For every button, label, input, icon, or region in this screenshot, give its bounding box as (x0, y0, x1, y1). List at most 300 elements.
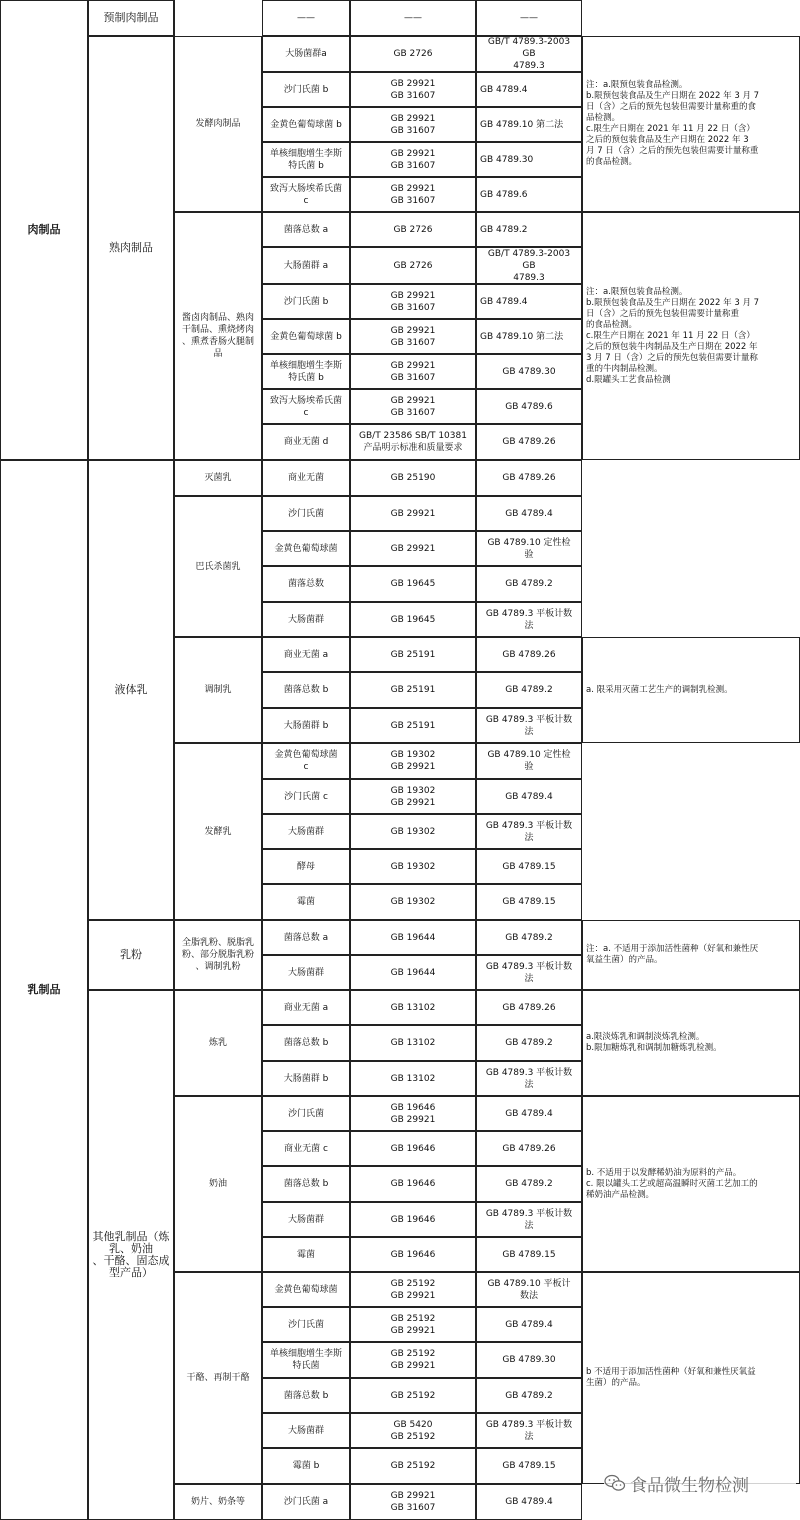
table-rule (350, 1061, 476, 1062)
table-rule (174, 1484, 262, 1485)
table-rule (476, 1131, 582, 1132)
table-rule (476, 36, 582, 37)
table-rule (476, 72, 582, 73)
cell-m-item2: 菌落总数 b (283, 685, 329, 695)
table-rule (174, 637, 262, 638)
table-rule (262, 1448, 263, 1484)
table-rule (476, 637, 477, 672)
table-rule (262, 1096, 263, 1131)
table-rule (262, 319, 263, 354)
table-rule (262, 36, 263, 72)
cell-p-std1: GB 29921 (390, 508, 436, 519)
table-rule (262, 814, 263, 849)
table-rule (174, 36, 175, 212)
table-rule (476, 849, 582, 850)
cell-ch-item1: 金黄色葡萄球菌 (274, 1284, 338, 1295)
cell-f-item2: 沙门氏菌 b (283, 84, 329, 95)
table-rule (476, 319, 477, 354)
table-rule (262, 354, 263, 389)
table-rule (262, 284, 350, 285)
table-rule (476, 566, 477, 602)
table-rule (262, 637, 263, 672)
table-rule (350, 212, 351, 247)
table-rule (262, 708, 350, 709)
table-rule (262, 1342, 263, 1378)
table-rule (581, 1484, 582, 1520)
table-rule (350, 142, 476, 143)
cell-fm-item2: 沙门氏菌 c (284, 791, 328, 802)
table-rule (174, 496, 262, 497)
table-rule (476, 177, 582, 178)
cell-ch-meth3: GB 4789.30 (502, 1355, 556, 1365)
table-rule (262, 1202, 263, 1237)
cell-fm-std2: GB 19302 GB 29921 (390, 785, 436, 808)
table-rule (350, 107, 351, 142)
table-rule (174, 637, 175, 743)
table-rule (350, 1307, 476, 1308)
table-rule (476, 354, 477, 389)
table-rule (262, 319, 350, 320)
cell-f-item3: 金黄色葡萄球菌 b (270, 119, 342, 130)
cell-s-item6: 致泻大肠埃希氏菌 c (269, 395, 342, 418)
cell-cr-meth3: GB 4789.2 (505, 1179, 553, 1189)
cell-cr-meth2: GB 4789.26 (502, 1143, 556, 1154)
table-rule (350, 990, 351, 1025)
cell-cr-meth4: GB 4789.3 平板计数 法 (485, 1208, 573, 1231)
table-rule (476, 1307, 477, 1342)
table-rule (350, 319, 476, 320)
table-rule (476, 1237, 582, 1238)
table-rule (88, 36, 89, 460)
table-rule (350, 531, 476, 532)
table-rule (350, 849, 351, 884)
table-rule (174, 0, 175, 36)
cell-cr-std3: GB 19646 (390, 1179, 436, 1189)
table-rule (476, 284, 582, 285)
cell-fm-std1: GB 19302 GB 29921 (390, 750, 436, 772)
table-rule (174, 212, 262, 213)
table-rule (476, 708, 477, 743)
table-rule (262, 920, 350, 921)
table-rule (262, 284, 263, 319)
table-rule (476, 1202, 477, 1237)
cell-ch-std6: GB 25192 (390, 1461, 436, 1471)
table-rule (350, 424, 476, 425)
table-rule (350, 955, 351, 990)
table-rule (582, 212, 800, 213)
cell-fm-item5: 霉菌 (296, 897, 315, 907)
table-rule (350, 72, 351, 107)
table-rule (350, 1342, 476, 1343)
table-rule (262, 1025, 350, 1026)
table-rule (581, 743, 582, 779)
table-rule (476, 212, 582, 213)
table-rule (262, 602, 350, 603)
table-rule (350, 814, 476, 815)
table-rule (350, 1061, 351, 1096)
table-rule (262, 743, 263, 779)
table-rule (88, 920, 89, 990)
cell-fm-meth1: GB 4789.10 定性检 验 (487, 750, 571, 772)
table-rule (476, 531, 582, 532)
cell-c-item2: 菌落总数 b (283, 1038, 329, 1048)
table-rule (350, 1413, 476, 1414)
cell-s-meth6: GB 4789.6 (505, 401, 553, 412)
table-rule (476, 1237, 477, 1272)
table-rule (262, 247, 263, 284)
table-rule (476, 1307, 582, 1308)
table-rule (350, 424, 351, 460)
cell-cr-item3: 菌落总数 b (283, 1179, 329, 1189)
table-rule (262, 708, 263, 743)
table-rule (350, 566, 476, 567)
table-rule (262, 36, 350, 37)
table-rule (262, 637, 350, 638)
table-rule (476, 460, 477, 496)
table-rule (350, 637, 351, 672)
table-rule (350, 212, 476, 213)
table-rule (350, 1131, 476, 1132)
table-rule (262, 460, 350, 461)
cell-mp-std2: GB 19644 (390, 967, 436, 978)
table-rule (262, 107, 263, 142)
cell-c-std1: GB 13102 (390, 1002, 436, 1013)
cell-s-item4: 金黄色葡萄球菌 b (270, 331, 342, 342)
cell-ch-std2: GB 25192 GB 29921 (390, 1313, 436, 1336)
cell-s-meth4: GB 4789.10 第二法 (480, 331, 564, 342)
table-rule (476, 354, 582, 355)
cell-f-item4: 单核细胞增生李斯 特氏菌 b (269, 148, 342, 171)
cell-m-note: a. 限采用灭菌工艺生产的调制乳检测。 (586, 684, 733, 695)
cell-t-item1: 沙门氏菌 a (283, 1497, 329, 1507)
table-rule (174, 920, 175, 990)
table-rule (582, 1272, 800, 1273)
table-rule (262, 1272, 263, 1307)
table-rule (350, 1448, 476, 1449)
cell-mp-item1: 菌落总数 a (283, 932, 329, 943)
table-rule (262, 920, 263, 955)
table-rule (174, 990, 262, 991)
cell-mp-std1: GB 19644 (390, 932, 436, 943)
cell-ch-std4: GB 25192 (390, 1390, 436, 1401)
cell-p-item4: 大肠菌群 (287, 614, 324, 625)
cell-s-item1: 菌落总数 a (283, 224, 329, 235)
cell-f-std5: GB 29921 GB 31607 (390, 183, 436, 206)
table-rule (262, 566, 350, 567)
table-rule (262, 1025, 263, 1061)
table-rule (350, 1272, 476, 1273)
cell-s-meth5: GB 4789.30 (502, 366, 556, 377)
table-rule (476, 672, 477, 708)
table-rule (350, 1025, 351, 1061)
cell-st-item1: 商业无菌 (287, 473, 324, 483)
table-rule (476, 460, 582, 461)
table-rule (262, 1484, 350, 1485)
cell-s-note: 注：a.限预包装食品检测。 b.限预包装食品及生产日期在 2022 年 3 月 7 日（含）之后的预先包装但需要计量称重 的食品检测。 c.限生产日期在 2021 年 11 月 22 日（含） 之后的预包装牛肉制品及生产日期在 2022 年 3 月 7 日（含）之后的预先包装但需要计量称 重的牛肉制品检测。 d.限罐头工艺食品检测 (586, 286, 760, 385)
table-rule (350, 107, 476, 108)
cell-f-note: 注：a.限预包装食品检测。 b.限预包装食品及生产日期在 2022 年 3 月 7 日（含）之后的预先包装但需要计量称重的食 品检测。 c.限生产日期在 2021 年 11 月 22 日（含） 之后的预包装食品及生产日期在 2022 年 3 月 7 日（含）之后的预先包装但需要计量称重 的食品检测。 (586, 80, 760, 167)
cell-c-item1: 商业无菌 a (283, 1002, 329, 1013)
cell-fm-meth3: GB 4789.3 平板计数 法 (485, 820, 573, 843)
table-rule (350, 884, 351, 920)
table-rule (581, 814, 582, 849)
table-rule (262, 354, 350, 355)
cell-p-std4: GB 19645 (390, 614, 436, 625)
table-rule (476, 779, 477, 814)
table-rule (262, 177, 350, 178)
cell-s-std4: GB 29921 GB 31607 (390, 325, 436, 348)
cell-s-std3: GB 29921 GB 31607 (390, 290, 436, 313)
table-rule (581, 779, 582, 814)
cell-s-std7: GB/T 23586 SB/T 10381 产品明示标准和质量要求 (359, 431, 467, 453)
cell-ch-std3: GB 25192 GB 29921 (390, 1349, 436, 1371)
table-rule (262, 1237, 263, 1272)
cell-cooked-meat: 熟肉制品 (109, 241, 153, 254)
table-rule (262, 72, 350, 73)
table-rule (174, 743, 175, 920)
table-rule (350, 1237, 351, 1272)
table-rule (350, 1484, 476, 1485)
cell-f-item1: 大肠菌群a (285, 49, 327, 59)
table-rule (476, 1025, 582, 1026)
cell-p-item2: 金黄色葡萄球菌 (274, 543, 338, 554)
table-rule (262, 672, 263, 708)
table-rule (476, 672, 582, 673)
table-rule (350, 708, 476, 709)
table-rule (262, 142, 350, 143)
table-rule (476, 566, 582, 567)
cell-condensed: 炼乳 (208, 1038, 227, 1048)
table-rule (476, 1166, 582, 1167)
table-rule (476, 36, 477, 72)
cell-p-std2: GB 29921 (390, 543, 436, 554)
table-rule (476, 884, 477, 920)
cell-f-std4: GB 29921 GB 31607 (390, 148, 436, 171)
table-rule (350, 1202, 476, 1203)
cell-s-meth1: GB 4789.2 (480, 224, 528, 235)
table-rule (350, 779, 476, 780)
table-rule (476, 743, 477, 779)
table-rule (476, 212, 477, 247)
cell-f-meth3: GB 4789.10 第二法 (480, 119, 564, 130)
cell-dash1: —— (297, 13, 315, 23)
cell-modified-milk: 调制乳 (204, 685, 232, 695)
cell-st-meth1: GB 4789.26 (502, 473, 556, 483)
table-rule (0, 0, 88, 1)
cell-m-item3: 大肠菌群 b (283, 720, 329, 731)
cell-fm-std4: GB 19302 (390, 861, 436, 872)
table-rule (262, 849, 350, 850)
table-rule (262, 1096, 350, 1097)
cell-fermented-milk: 发酵乳 (204, 826, 232, 837)
table-rule (350, 354, 351, 389)
table-rule (581, 566, 582, 602)
table-rule (476, 1131, 477, 1166)
cell-t-std1: GB 29921 GB 31607 (390, 1491, 436, 1513)
cell-s-item5: 单核细胞增生李斯 特氏菌 b (269, 360, 342, 383)
cell-ch-item3: 单核细胞增生李斯 特氏菌 (269, 1349, 342, 1371)
table-rule (262, 1272, 350, 1273)
table-rule (350, 460, 476, 461)
table-rule (262, 496, 350, 497)
cell-cr-std4: GB 19646 (390, 1214, 436, 1225)
table-rule (350, 566, 351, 602)
table-rule (350, 708, 351, 743)
cell-cheese: 干酪、再制干酪 (186, 1373, 250, 1383)
table-rule (350, 1484, 351, 1520)
table-rule (582, 459, 800, 460)
table-rule (0, 460, 88, 461)
cell-fm-item3: 大肠菌群 (287, 826, 324, 837)
table-rule (262, 955, 350, 956)
table-rule (262, 531, 263, 566)
cell-ch-item6: 霉菌 b (292, 1461, 320, 1471)
cell-fm-std3: GB 19302 (390, 826, 436, 837)
table-rule (88, 990, 174, 991)
table-rule (581, 531, 582, 566)
table-rule (350, 1131, 351, 1166)
cell-milk-powder-sub: 全脂乳粉、脱脂乳 粉、部分脱脂乳粉 、调制乳粉 (181, 938, 254, 972)
table-rule (476, 1202, 582, 1203)
table-rule (350, 920, 476, 921)
cell-fm-meth2: GB 4789.4 (505, 791, 553, 802)
table-rule (262, 779, 350, 780)
table-rule (476, 955, 582, 956)
table-rule (350, 1096, 476, 1097)
table-rule (476, 849, 477, 884)
table-rule (350, 779, 351, 814)
table-rule (350, 0, 351, 36)
cell-p-item1: 沙门氏菌 (287, 508, 324, 519)
table-rule (476, 424, 582, 425)
table-rule (262, 247, 350, 248)
table-rule (350, 1378, 476, 1379)
table-rule (174, 920, 262, 921)
table-rule (174, 460, 175, 496)
table-rule (476, 142, 582, 143)
table-rule (476, 247, 477, 284)
table-rule (581, 0, 582, 36)
table-rule (476, 955, 477, 990)
table-rule (350, 602, 476, 603)
table-rule (582, 990, 583, 1096)
table-rule (262, 1413, 350, 1414)
table-rule (476, 319, 582, 320)
table-rule (476, 602, 582, 603)
cell-c-meth1: GB 4789.26 (502, 1002, 556, 1013)
cell-p-meth1: GB 4789.4 (505, 508, 553, 519)
cell-st-std1: GB 25190 (390, 473, 436, 483)
table-rule (476, 990, 477, 1025)
cell-m-std1: GB 25191 (390, 649, 436, 660)
cell-s-meth3: GB 4789.4 (480, 296, 528, 307)
table-rule (476, 1272, 477, 1307)
cell-m-meth2: GB 4789.2 (505, 685, 553, 695)
table-rule (262, 1307, 350, 1308)
table-rule (476, 0, 582, 1)
cell-cr-std2: GB 19646 (390, 1143, 436, 1154)
table-rule (350, 1096, 351, 1131)
table-rule (582, 36, 800, 37)
table-rule (350, 1166, 351, 1202)
table-rule (350, 1272, 351, 1307)
table-rule (350, 990, 476, 991)
table-rule (350, 284, 351, 319)
cell-s-meth7: GB 4789.26 (502, 437, 556, 447)
table-rule (350, 884, 476, 885)
cell-fm-std5: GB 19302 (390, 897, 436, 907)
table-rule (350, 496, 476, 497)
cell-liquid-milk: 液体乳 (114, 683, 148, 696)
table-rule (476, 496, 477, 531)
table-rule (350, 531, 351, 566)
table-rule (350, 284, 476, 285)
cell-s-std2: GB 2726 (393, 260, 433, 271)
cell-f-meth4: GB 4789.30 (480, 154, 534, 165)
cell-cr-item4: 大肠菌群 (287, 1214, 324, 1225)
cell-mp-note: 注：a. 不适用于添加活性菌种（好氧和兼性厌 氧益生菌）的产品。 (586, 944, 759, 965)
cell-p-meth3: GB 4789.2 (505, 579, 553, 589)
table-rule (174, 990, 175, 1096)
cell-cr-std1: GB 19646 GB 29921 (390, 1102, 436, 1125)
table-rule (582, 212, 583, 460)
table-rule (174, 496, 175, 637)
table-rule (476, 389, 582, 390)
table-rule (476, 72, 477, 107)
table-rule (582, 36, 583, 212)
table-rule (476, 1272, 582, 1273)
table-rule (262, 107, 350, 108)
cell-mp-item2: 大肠菌群 (287, 967, 324, 978)
table-rule (476, 177, 477, 212)
table-rule (262, 1166, 263, 1202)
cell-cr-meth5: GB 4789.15 (502, 1249, 556, 1260)
table-rule (350, 743, 476, 744)
cell-prepared-meat: 预制肉制品 (103, 11, 159, 24)
cell-f-std1: GB 2726 (393, 49, 433, 59)
cell-cr-note: b. 不适用于以发酵稀奶油为原料的产品。 c. 限以罐头工艺或超高温瞬时灭菌工艺加工的 稀奶油产品检测。 (586, 1167, 758, 1200)
table-rule (262, 212, 263, 247)
table-rule (476, 142, 477, 177)
cell-fm-item1: 金黄色葡萄球菌 c (274, 750, 338, 772)
cell-cr-meth1: GB 4789.4 (505, 1108, 553, 1119)
table-rule (262, 1448, 350, 1449)
table-rule (262, 212, 350, 213)
table-rule (476, 1448, 477, 1484)
cell-f-meth1: GB/T 4789.3-2003 GB 4789.3 (487, 37, 571, 71)
cell-milk-powder: 乳粉 (120, 948, 142, 961)
cell-ch-item4: 菌落总数 b (283, 1390, 329, 1401)
cell-cr-item2: 商业无菌 c (284, 1143, 328, 1154)
cell-c-meth3: GB 4789.3 平板计数 法 (485, 1067, 573, 1090)
table-rule (582, 1272, 583, 1484)
cell-pasteurized-milk: 巴氏杀菌乳 (195, 561, 241, 572)
table-rule (262, 424, 263, 460)
cell-fm-meth4: GB 4789.15 (502, 861, 556, 872)
cell-f-meth5: GB 4789.6 (480, 189, 528, 200)
table-rule (350, 247, 476, 248)
table-rule (174, 1096, 262, 1097)
table-rule (476, 743, 582, 744)
table-rule (350, 1166, 476, 1167)
cell-fm-meth5: GB 4789.15 (502, 897, 556, 907)
cell-ch-item5: 大肠菌群 (287, 1425, 324, 1436)
watermark-text: 食品微生物检测 (630, 1475, 749, 1496)
table-rule (476, 496, 582, 497)
table-rule (350, 354, 476, 355)
table-rule (262, 1131, 263, 1166)
table-rule (476, 1484, 582, 1485)
